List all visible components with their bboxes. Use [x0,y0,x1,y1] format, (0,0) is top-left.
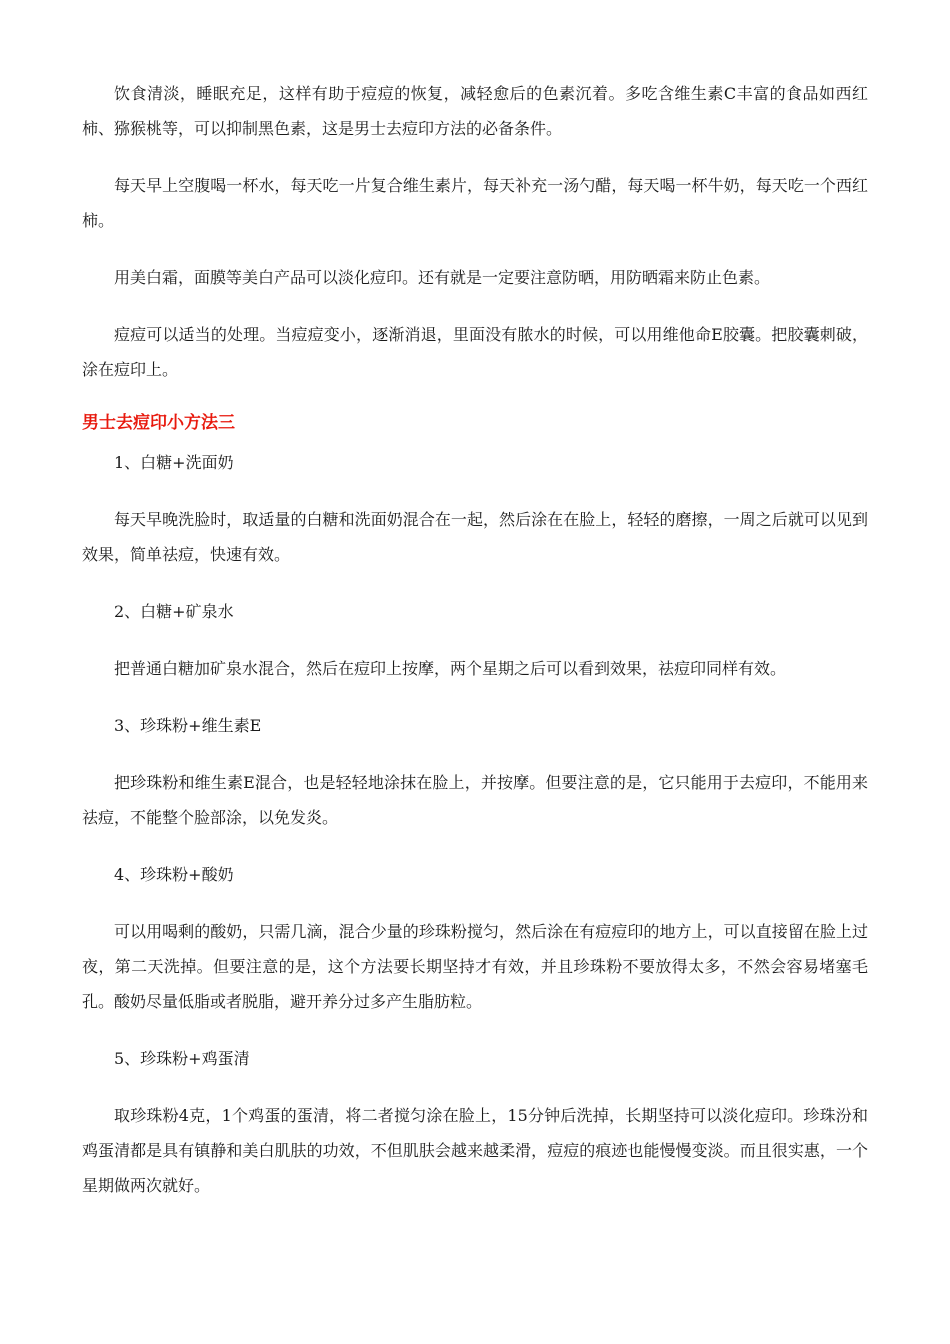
method-1-title: 1、白糖+洗面奶 [114,453,234,472]
method-4-body: 可以用喝剩的酸奶，只需几滴，混合少量的珍珠粉搅匀，然后涂在有痘痘印的地方上，可以直接留在脸上过夜，第二天洗掉。但要注意的是，这个方法要长期坚持才有效，并且珍珠粉不要放得太多，不然会容易堵塞毛孔。酸奶尽量低脂或者脱脂，避开养分过多产生脂肪粒。 [82,922,868,1011]
method-2-title: 2、白糖+矿泉水 [114,602,234,621]
method-1-body: 每天早晚洗脸时，取适量的白糖和洗面奶混合在一起，然后涂在在脸上，轻轻的磨擦，一周之后就可以见到效果，简单祛痘，快速有效。 [82,510,868,564]
method-2-body: 把普通白糖加矿泉水混合，然后在痘印上按摩，两个星期之后可以看到效果，祛痘印同样有效。 [114,659,787,678]
intro-paragraph-3: 用美白霜，面膜等美白产品可以淡化痘印。还有就是一定要注意防晒，用防晒霜来防止色素。 [114,268,771,287]
document-body [82,76,868,1225]
intro-paragraph-1: 饮食清淡，睡眠充足，这样有助于痘痘的恢复，减轻愈后的色素沉着。多吃含维生素C丰富的食品如西红柿、猕猴桃等，可以抑制黑色素，这是男士去痘印方法的必备条件。 [82,84,868,138]
section-heading: 男士去痘印小方法三 [82,413,235,433]
method-5-body: 取珍珠粉4克，1个鸡蛋的蛋清，将二者搅匀涂在脸上，15分钟后洗掉，长期坚持可以淡化痘印。珍珠汾和鸡蛋清都是具有镇静和美白肌肤的功效，不但肌肤会越来越柔滑，痘痘的痕迹也能慢慢变淡。而且很实惠，一个星期做两次就好。 [82,1106,868,1195]
intro-paragraph-4: 痘痘可以适当的处理。当痘痘变小，逐渐消退，里面没有脓水的时候，可以用维他命E胶囊。把胶囊刺破，涂在痘印上。 [82,325,868,379]
intro-paragraph-2: 每天早上空腹喝一杯水，每天吃一片复合维生素片，每天补充一汤勺醋，每天喝一杯牛奶，每天吃一个西红柿。 [82,176,868,230]
method-4-title: 4、珍珠粉+酸奶 [114,865,234,884]
method-3-title: 3、珍珠粉+维生素E [114,716,262,735]
method-5-title: 5、珍珠粉+鸡蛋清 [114,1049,250,1068]
method-3-body: 把珍珠粉和维生素E混合，也是轻轻地涂抹在脸上，并按摩。但要注意的是，它只能用于去痘印，不能用来祛痘，不能整个脸部涂，以免发炎。 [82,773,868,827]
